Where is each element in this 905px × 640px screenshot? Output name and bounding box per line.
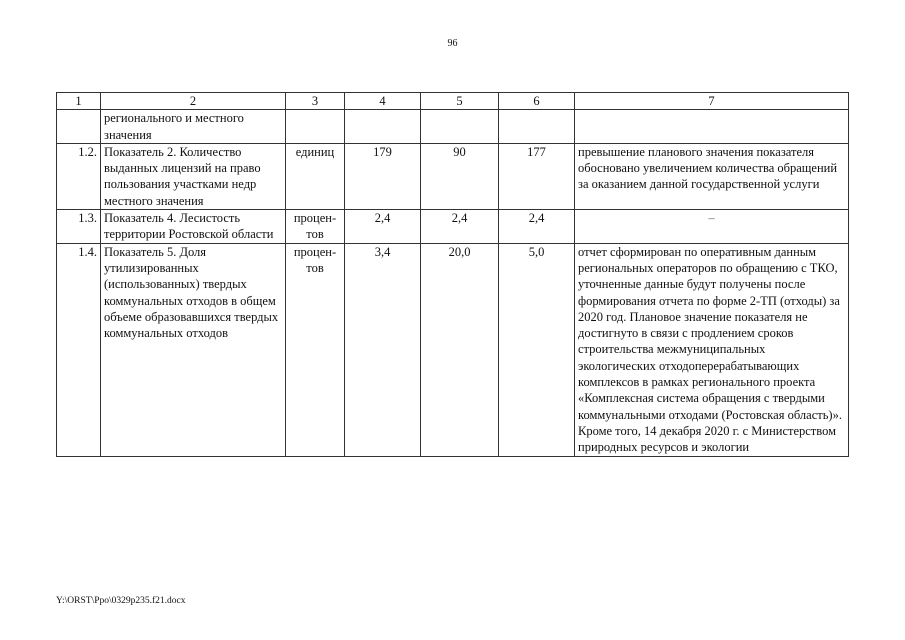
value-cell [499, 110, 575, 144]
table-row [57, 143, 849, 209]
value-cell: 20,0 [421, 243, 499, 456]
table-row [57, 243, 849, 456]
column-header: 7 [575, 93, 849, 110]
row-number [57, 110, 101, 144]
value-cell: 2,4 [421, 210, 499, 244]
unit-cell: процен-тов [286, 210, 345, 244]
table-row [57, 110, 849, 144]
comment-cell: – [575, 210, 849, 244]
value-cell: 2,4 [345, 210, 421, 244]
column-header: 5 [421, 93, 499, 110]
value-cell: 90 [421, 143, 499, 209]
comment-cell [575, 110, 849, 144]
table-header-row [57, 93, 849, 110]
page-number: 96 [447, 38, 458, 49]
value-cell: 5,0 [499, 243, 575, 456]
value-cell [345, 110, 421, 144]
indicator-description: регионального и местного значения [101, 110, 286, 144]
unit-cell: процен-тов [286, 243, 345, 456]
value-cell: 177 [499, 143, 575, 209]
column-header: 6 [499, 93, 575, 110]
indicator-description: Показатель 2. Количество выданных лицензий на право пользования участками недр местного значения [101, 143, 286, 209]
comment-cell: отчет сформирован по оперативным данным региональных операторов по обращению с ТКО, уточненные данные будут получены после формирования отчета по форме 2-ТП (отходы) за 2020 год. Плановое значение показателя не достигнуто в связи с продлением сроков строительства межмуниципальных экологических отходоперерабатывающих комплексов в рамках регионального проекта «Комплексная система обращения с твердыми коммунальными отходами (Ростовская область)». Кроме того, 14 декабря 2020 г. с Министерством природных ресурсов и экологии [575, 243, 849, 456]
value-cell [421, 110, 499, 144]
row-number: 1.4. [57, 243, 101, 456]
value-cell: 179 [345, 143, 421, 209]
indicator-description: Показатель 5. Доля утилизированных (использованных) твердых коммунальных отходов в общем объеме образовавшихся твердых коммунальных отходов [101, 243, 286, 456]
unit-cell: единиц [286, 143, 345, 209]
unit-cell [286, 110, 345, 144]
row-number: 1.3. [57, 210, 101, 244]
indicator-description: Показатель 4. Лесистость территории Ростовской области [101, 210, 286, 244]
column-header: 3 [286, 93, 345, 110]
table-row [57, 210, 849, 244]
comment-cell: превышение планового значения показателя обосновано увеличением количества обращений за оказанием данной государственной услуги [575, 143, 849, 209]
value-cell: 3,4 [345, 243, 421, 456]
column-header: 1 [57, 93, 101, 110]
column-header: 4 [345, 93, 421, 110]
column-header: 2 [101, 93, 286, 110]
report-table [56, 92, 849, 457]
row-number: 1.2. [57, 143, 101, 209]
value-cell: 2,4 [499, 210, 575, 244]
file-path-footer: Y:\ORST\Ppo\0329p235.f21.docx [56, 596, 186, 606]
